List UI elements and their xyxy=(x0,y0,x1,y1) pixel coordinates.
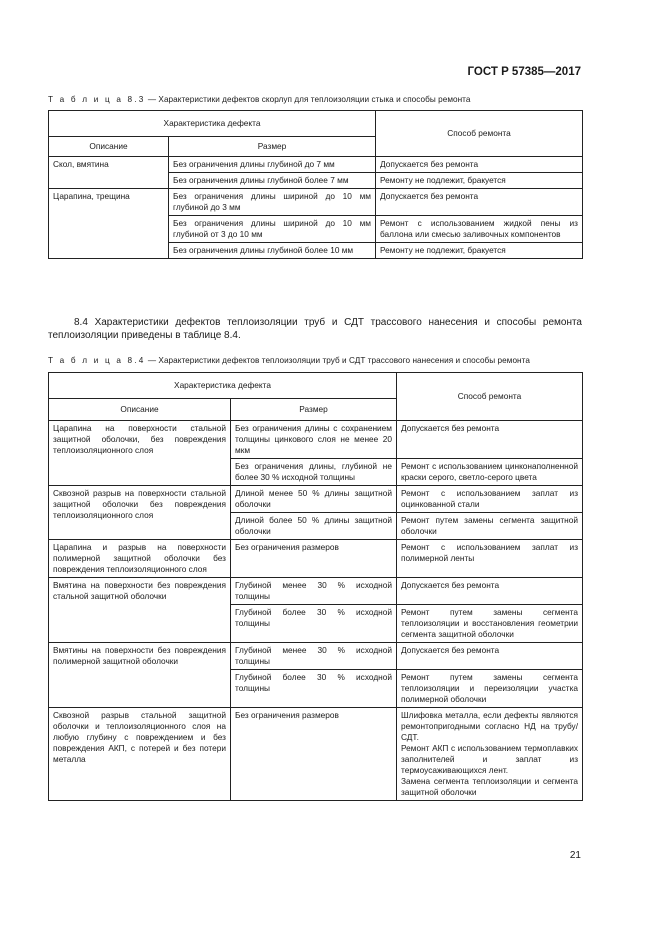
column-group-header: Характеристика дефекта xyxy=(49,111,376,137)
table-title: — Характеристики дефектов скорлуп для теплоизоляции стыка и способы ремонта xyxy=(145,95,471,104)
cell-repair: Ремонт с использованием жидкой пены из баллона или смесью заливочных компонентов xyxy=(376,216,583,243)
document-code: ГОСТ Р 57385—2017 xyxy=(467,66,581,78)
cell-description: Царапина и разрыв на поверхности полимерной защитной оболочки без повреждения теплоизоляционного слоя xyxy=(49,540,231,578)
table-8-4 xyxy=(48,372,583,801)
table-row xyxy=(49,578,583,605)
table-row xyxy=(49,486,583,513)
repair-line: Замена сегмента теплоизоляции и сегмента защитной оболочки xyxy=(401,776,578,797)
cell-size: Глубиной более 30 % исходной толщины xyxy=(231,605,397,643)
cell-size: Без ограничения длины глубиной более 7 мм xyxy=(169,173,376,189)
repair-line: Шлифовка металла, если дефекты являются ремонтопригодными согласно НД на трубу/СДТ. xyxy=(401,710,578,742)
cell-repair: Допускается без ремонта xyxy=(397,643,583,670)
repair-line: Ремонт АКП с использованием термоплавких заполнителей и заплат из термоусаживающихся лент. xyxy=(401,743,578,775)
column-header-repair: Способ ремонта xyxy=(376,111,583,157)
cell-size: Без ограничения длины шириной до 10 мм глубиной от 3 до 10 мм xyxy=(169,216,376,243)
table-title: — Характеристики дефектов теплоизоляции труб и СДТ трассового нанесения и способы ремонта xyxy=(145,356,530,365)
cell-repair: Ремонт с использованием заплат из оцинкованной стали xyxy=(397,486,583,513)
table-row xyxy=(49,540,583,578)
cell-description: Вмятина на поверхности без повреждения стальной защитной оболочки xyxy=(49,578,231,643)
cell-description: Сквозной разрыв на поверхности стальной защитной оболочки без повреждения теплоизоляционного слоя xyxy=(49,486,231,540)
cell-repair: Ремонт с использованием заплат из полимерной ленты xyxy=(397,540,583,578)
column-header-size: Размер xyxy=(169,137,376,157)
table-label: Т а б л и ц а 8.3 xyxy=(48,95,146,104)
table-8-4-caption xyxy=(48,356,530,365)
cell-size: Без ограничения размеров xyxy=(231,540,397,578)
table-row xyxy=(49,708,583,801)
cell-repair xyxy=(397,708,583,801)
cell-description: Царапина на поверхности стальной защитной оболочки, без повреждения теплоизоляционного слоя xyxy=(49,421,231,486)
column-group-header: Характеристика дефекта xyxy=(49,373,397,399)
cell-size: Длиной более 50 % длины защитной оболочки xyxy=(231,513,397,540)
cell-repair: Допускается без ремонта xyxy=(397,578,583,605)
paragraph-8-4: 8.4 Характеристики дефектов теплоизоляции труб и СДТ трассового нанесения и способы ремонта теплоизоляции приведены в таблице 8.4. xyxy=(48,317,582,341)
cell-repair: Допускается без ремонта xyxy=(397,421,583,459)
column-header-size: Размер xyxy=(231,399,397,421)
cell-size: Глубиной более 30 % исходной толщины xyxy=(231,670,397,708)
cell-repair: Ремонт путем замены сегмента теплоизоляции и переизоляции участка полимерной оболочки xyxy=(397,670,583,708)
cell-repair: Ремонту не подлежит, бракуется xyxy=(376,243,583,259)
cell-repair: Допускается без ремонта xyxy=(376,189,583,216)
cell-description: Скол, вмятина xyxy=(49,157,169,189)
cell-repair: Ремонт путем замены сегмента теплоизоляции и восстановления геометрии сегмента защитной оболочки xyxy=(397,605,583,643)
column-header-description: Описание xyxy=(49,137,169,157)
cell-repair: Ремонту не подлежит, бракуется xyxy=(376,173,583,189)
table-row xyxy=(49,421,583,459)
table-8-3 xyxy=(48,110,583,259)
cell-size: Без ограничения длины шириной до 10 мм глубиной до 3 мм xyxy=(169,189,376,216)
cell-size: Без ограничения размеров xyxy=(231,708,397,801)
column-header-description: Описание xyxy=(49,399,231,421)
column-header-repair: Способ ремонта xyxy=(397,373,583,421)
table-row xyxy=(49,189,583,216)
table-row xyxy=(49,643,583,670)
cell-size: Глубиной менее 30 % исходной толщины xyxy=(231,643,397,670)
cell-size: Длиной менее 50 % длины защитной оболочки xyxy=(231,486,397,513)
cell-size: Без ограничения длины глубиной более 10 мм xyxy=(169,243,376,259)
table-label: Т а б л и ц а 8.4 xyxy=(48,356,146,365)
cell-size: Без ограничения длины с сохранением толщины цинкового слоя не менее 20 мкм xyxy=(231,421,397,459)
page-number: 21 xyxy=(569,850,581,861)
cell-repair: Допускается без ремонта xyxy=(376,157,583,173)
cell-description: Сквозной разрыв стальной защитной оболочки и теплоизоляционного слоя на любую глубину с повреждением и без повреждения АКП, с потерей и без потери металла xyxy=(49,708,231,801)
cell-description: Вмятины на поверхности без повреждения полимерной защитной оболочки xyxy=(49,643,231,708)
cell-repair: Ремонт путем замены сегмента защитной оболочки xyxy=(397,513,583,540)
cell-size: Глубиной менее 30 % исходной толщины xyxy=(231,578,397,605)
table-row xyxy=(49,157,583,173)
cell-size: Без ограничения длины, глубиной не более 30 % исходной толщины xyxy=(231,459,397,486)
cell-repair: Ремонт с использованием цинконаполненной краски серого, светло-серого цвета xyxy=(397,459,583,486)
table-8-3-caption xyxy=(48,95,471,104)
cell-size: Без ограничения длины глубиной до 7 мм xyxy=(169,157,376,173)
cell-description: Царапина, трещина xyxy=(49,189,169,259)
